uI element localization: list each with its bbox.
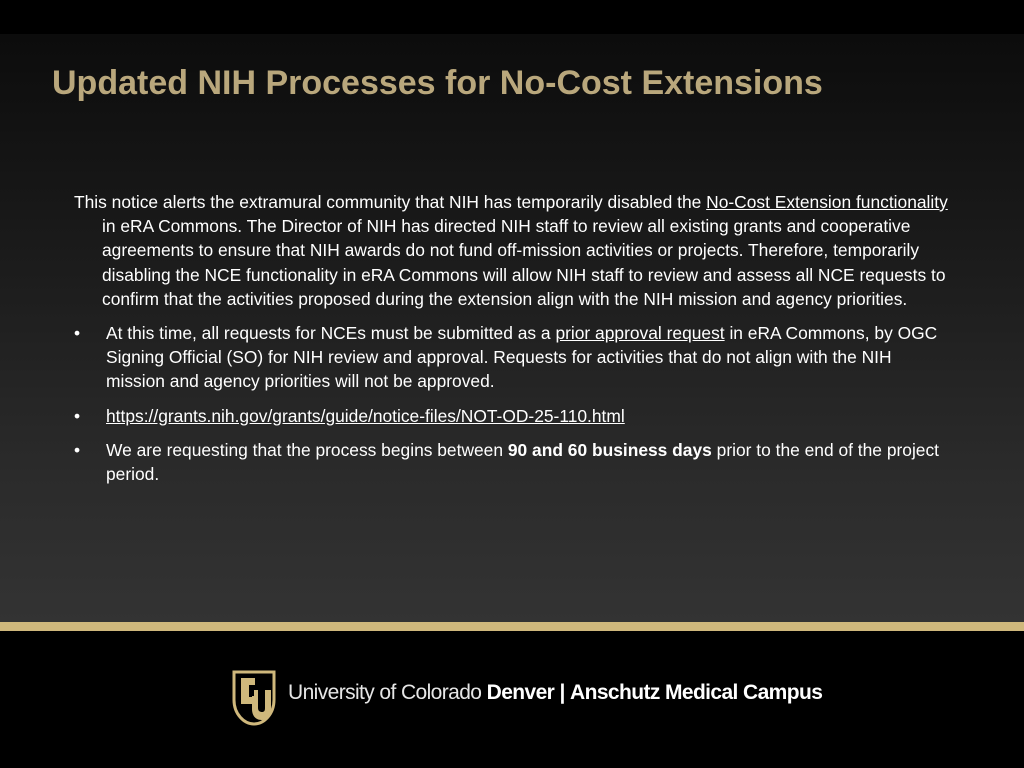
gold-divider: [0, 622, 1024, 631]
bullet-text-before-link: At this time, all requests for NCEs must be submitted as a: [106, 323, 556, 344]
nce-functionality-link[interactable]: No-Cost Extension functionality: [706, 192, 948, 212]
bullet-text-after-link: in eRA Commons, by OGC Signing Official (SO) for NIH review and approval. Requests for activities that do not align with the NIH mission and agency priorities will not be approved.: [106, 323, 938, 392]
slide-title: Updated NIH Processes for No-Cost Extensions: [52, 64, 823, 102]
top-bar: [0, 0, 1024, 34]
bullet-marker: •: [74, 405, 81, 426]
list-item: [74, 321, 954, 394]
campus-name: Denver: [486, 681, 555, 704]
footer-branding: [288, 681, 822, 705]
business-days-emphasis: 90 and 60 business days: [507, 439, 712, 460]
bullet-text-before-bold: We are requesting that the process begins between: [106, 439, 508, 460]
list-item: [74, 404, 954, 428]
bullet-marker: •: [74, 323, 81, 344]
bullet-list: [74, 321, 954, 486]
university-name: University of Colorado: [288, 681, 482, 704]
slide-body: [74, 190, 954, 496]
cu-logo-icon: [230, 670, 278, 726]
list-item: [74, 438, 954, 486]
prior-approval-request-link[interactable]: prior approval request: [555, 323, 725, 344]
intro-paragraph: [74, 190, 954, 311]
bullet-text-after-bold: prior to the end of the project period.: [106, 439, 940, 485]
intro-text-after-link: in eRA Commons. The Director of NIH has directed NIH staff to review all existing grants and cooperative agreements to ensure that NIH awards do not fund off-mission activities or projects. Therefore, temporarily disabling the NCE functionality in eRA Commons will allow NIH staff to review and assess all NCE requests to confirm that the activities proposed during the extension align with the NIH mission and agency priorities.: [102, 216, 946, 309]
brand-separator: |: [559, 681, 565, 704]
campus-detail: Anschutz Medical Campus: [570, 681, 823, 704]
notice-url-link[interactable]: https://grants.nih.gov/grants/guide/notice-files/NOT-OD-25-110.html: [106, 405, 625, 426]
bullet-marker: •: [74, 439, 81, 460]
intro-text-before-link: This notice alerts the extramural community that NIH has temporarily disabled the: [74, 192, 707, 212]
